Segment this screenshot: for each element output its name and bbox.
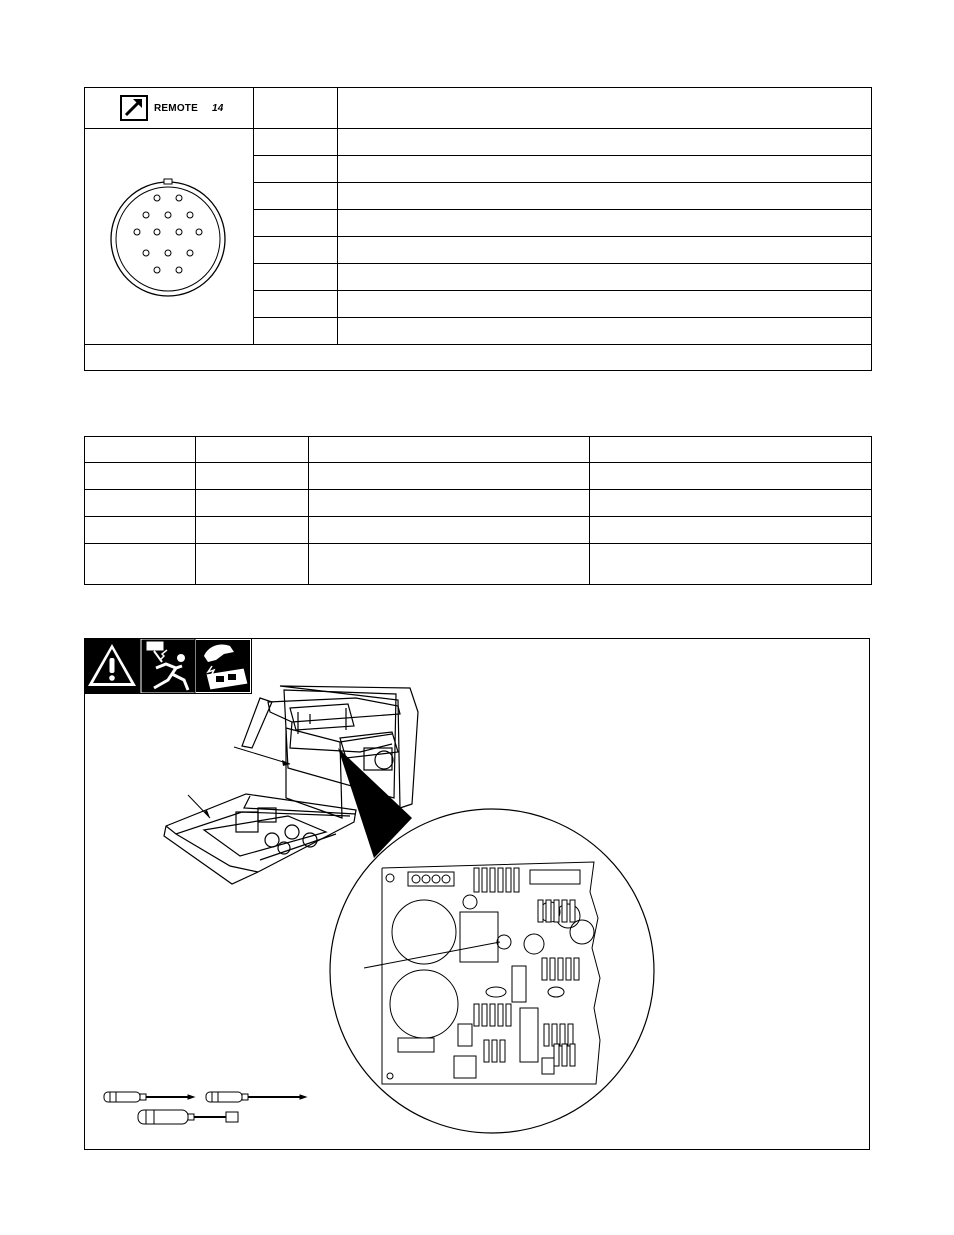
table-row-line (253, 236, 872, 237)
table-row-line (253, 317, 872, 318)
remote-14-badge (120, 95, 224, 121)
warning-triangle-icon (84, 638, 140, 694)
circuit-board-detail (324, 808, 664, 1138)
table-row-line (253, 209, 872, 210)
remote-number: 14 (211, 102, 224, 114)
table-row-line (253, 263, 872, 264)
table-divider (195, 436, 196, 585)
table-divider (253, 87, 254, 345)
table-row-line (253, 182, 872, 183)
remote-label: REMOTE (154, 102, 198, 114)
table-row-line (84, 128, 872, 129)
table-divider (337, 87, 338, 345)
table-row-line (84, 344, 872, 345)
table-row-line (253, 290, 872, 291)
callout-leaders (186, 742, 296, 826)
screwdriver-tools-icon (100, 1086, 310, 1134)
table-row-line (84, 489, 872, 490)
receptacle-socket-icon (106, 176, 234, 302)
table-row-line (84, 543, 872, 544)
table-row-line (84, 516, 872, 517)
table-row-line (253, 155, 872, 156)
table-row-line (84, 462, 872, 463)
table-divider (308, 436, 309, 585)
table-border (84, 436, 872, 585)
remote-arrow-icon (120, 95, 148, 121)
table-divider (589, 436, 590, 585)
